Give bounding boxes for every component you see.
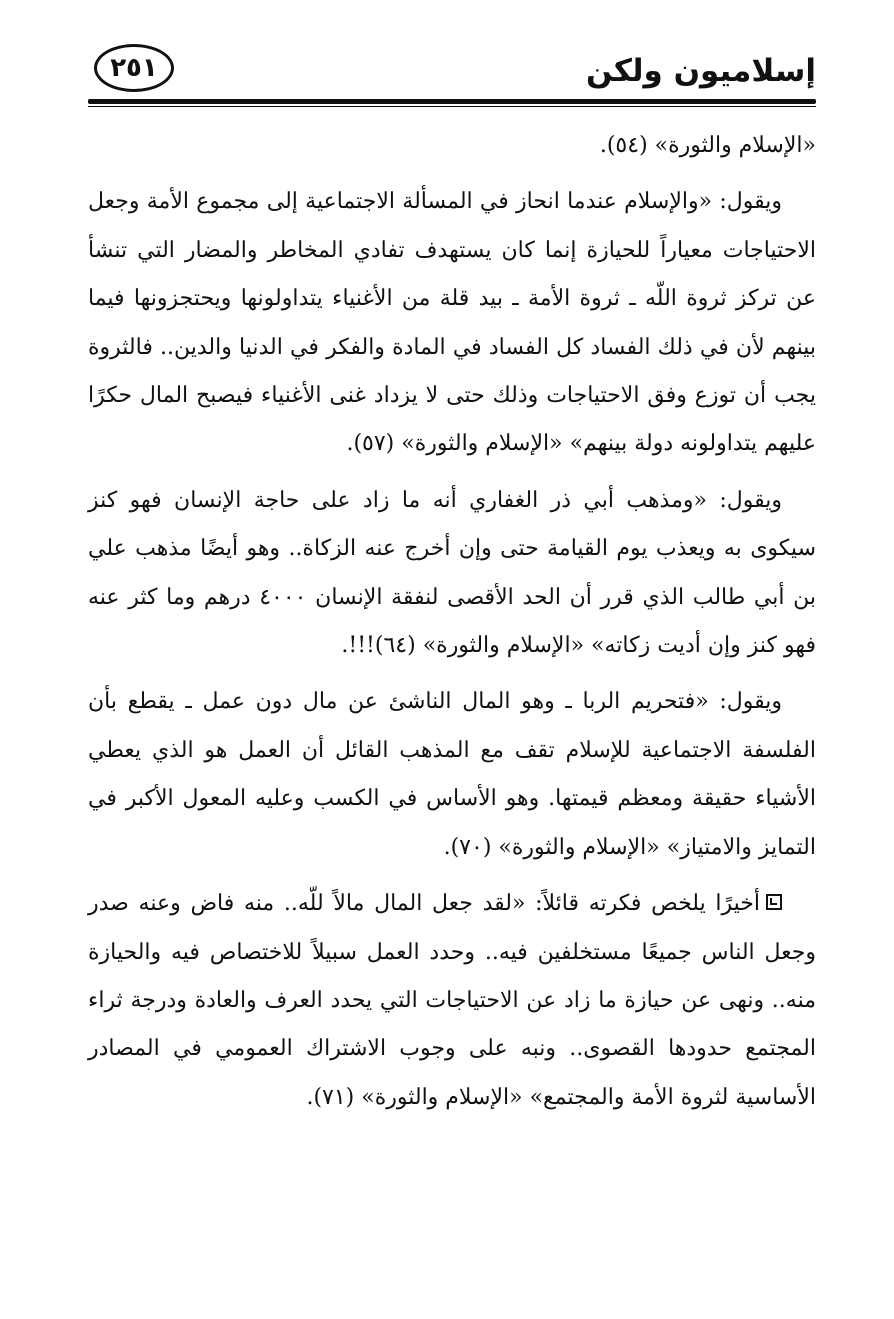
page-header (88, 42, 816, 102)
book-title: إسلاميون ولكن (585, 53, 816, 89)
paragraph-2: ويقول: «والإسلام عندما انحاز في المسألة الاجتماعية إلى مجموع الأمة وجعل الاحتياجات معياراً للحيازة إنما كان يستهدف تفادي المخاطر والمضار التي تنشأ عن تركز ثروة اللّه ـ ثروة الأمة ـ بيد قلة من الأغنياء يتداولونها ويحتجزونها فيما بينهم لأن في ذلك الفساد كل الفساد في المادة والفكر في الدنيا والدين.. فالثروة يجب أن توزع وفق الاحتياجات وذلك حتى لا يزداد غنى الأغنياء فيصبح المال حكرًا عليهم يتداولونه دولة بينهم» «الإسلام والثورة» (٥٧). (88, 189, 816, 457)
page-body (88, 122, 816, 1130)
paragraph-1: «الإسلام والثورة» (٥٤). (599, 133, 816, 158)
paragraph-4: ويقول: «فتحريم الربا ـ وهو المال الناشئ عن مال دون عمل ـ يقطع بأن الفلسفة الاجتماعية للإسلام تقف مع المذهب القائل أن العمل هو الذي يعطي الأشياء حقيقة ومعظم قيمتها. وهو الأساس في الكسب وعليه المعول الأكبر في التمايز والامتياز» «الإسلام والثورة» (٧٠). (88, 689, 816, 860)
paragraph-3: ويقول: «ومذهب أبي ذر الغفاري أنه ما زاد على حاجة الإنسان فهو كنز سيكوى به ويعذب يوم القيامة حتى وإن أخرج عنه الزكاة.. وهو أيضًا مذهب علي بن أبي طالب الذي قرر أن الحد الأقصى لنفقة الإنسان ٤٠٠٠ درهم وما كثر عنه فهو كنز وإن أديت زكاته» «الإسلام والثورة» (٦٤)!!!. (88, 487, 817, 659)
paragraph-5-text: أخيرًا يلخص فكرته قائلاً: «لقد جعل المال مالاً للّه.. منه فاض وعنه صدر وجعل الناس جميعًا مستخلفين فيه.. وحدد العمل سبيلاً للاختصاص فيه والحيازة منه.. ونهى عن حيازة ما زاد عن الاحتياجات التي يحدد العرف والعادة ودرجة ثراء المجتمع حدودها القصوى.. ونبه على وجوب الاشتراك العمومي في المصادر الأساسية لثروة الأمة والمجتمع» «الإسلام والثورة» (٧١). (88, 891, 816, 1110)
paragraph-5 (88, 880, 816, 1122)
header-rule (88, 99, 816, 104)
page-number: ٢٥١ (94, 44, 174, 92)
checkbox-icon (766, 894, 782, 910)
